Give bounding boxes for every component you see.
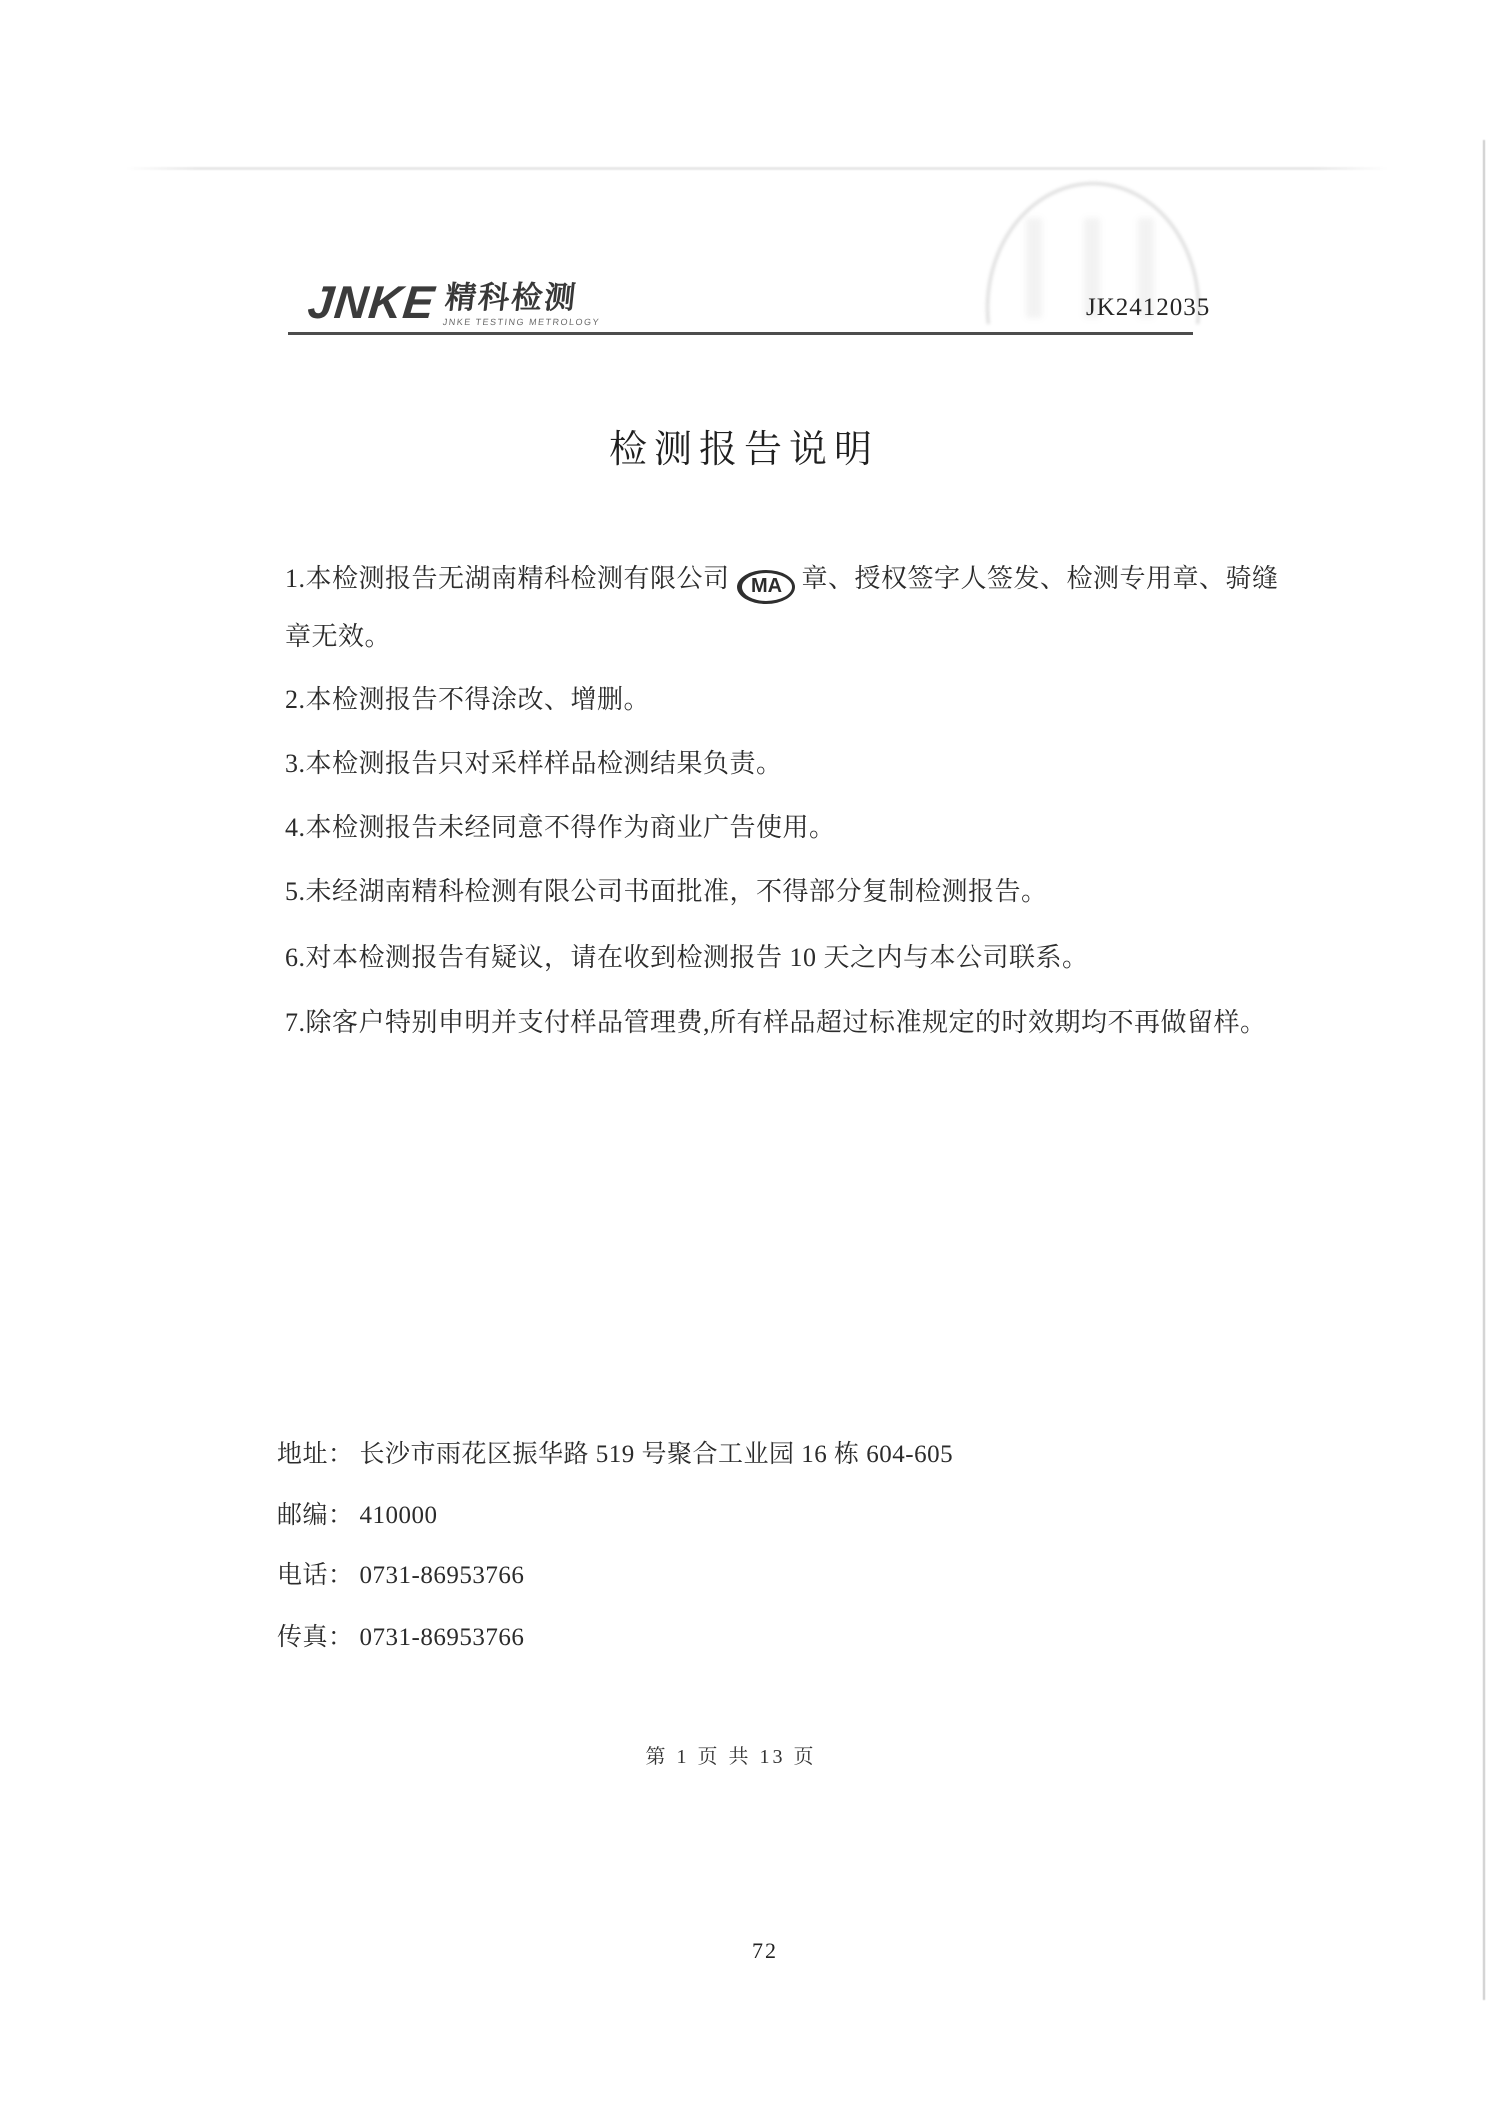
page-number-footer: 第 1 页 共 13 页 (645, 1746, 817, 1768)
cma-mark-icon: MA (737, 570, 795, 604)
note-1-line-1 (285, 558, 1279, 604)
contact-address-value: 长沙市雨花区振华路 519 号聚合工业园 16 栋 604-605 (359, 1441, 954, 1468)
note-1-suffix: 章、授权签字人签发、检测专用章、骑缝 (801, 564, 1279, 593)
header-divider (288, 332, 1193, 335)
contact-address-label: 地址： (277, 1441, 354, 1468)
logo-cjk-block (442, 280, 604, 327)
contact-address (277, 1434, 953, 1470)
note-3: 3.本检测报告只对采样样品检测结果负责。 (285, 749, 783, 778)
logo-subtext: JNKE TESTING METROLOGY (442, 317, 601, 327)
logo-cjk-text: 精科检测 (443, 280, 580, 315)
stamp-streak (1026, 218, 1042, 318)
note-1-line-2: 章无效。 (285, 622, 392, 651)
note-4: 4.本检测报告未经同意不得作为商业广告使用。 (285, 813, 836, 842)
logo-latin-text: JNKE (305, 276, 438, 328)
contact-fax (277, 1617, 524, 1653)
contact-postcode (277, 1495, 438, 1531)
scan-top-edge-shadow (126, 167, 1388, 170)
note-6: 6.对本检测报告有疑议，请在收到检测报告 10 天之内与本公司联系。 (285, 943, 1089, 972)
contact-phone-value: 0731-86953766 (359, 1562, 525, 1589)
report-number: JK2412035 (1086, 294, 1211, 321)
sheet-number: 72 (752, 1938, 778, 1963)
contact-phone-label: 电话： (277, 1562, 354, 1589)
contact-phone (277, 1555, 524, 1591)
note-7: 7.除客户特别申明并支付样品管理费,所有样品超过标准规定的时效期均不再做留样。 (285, 1008, 1267, 1037)
note-2: 2.本检测报告不得涂改、增删。 (285, 685, 651, 714)
contact-fax-value: 0731-86953766 (359, 1624, 525, 1651)
contact-fax-label: 传真： (277, 1624, 354, 1651)
company-logo (305, 276, 605, 328)
note-1-prefix: 1.本检测报告无湖南精科检测有限公司 (285, 564, 730, 593)
contact-postcode-label: 邮编： (277, 1502, 354, 1529)
note-5: 5.未经湖南精科检测有限公司书面批准，不得部分复制检测报告。 (285, 877, 1048, 906)
page-title: 检测报告说明 (608, 429, 879, 471)
contact-postcode-value: 410000 (359, 1502, 438, 1529)
